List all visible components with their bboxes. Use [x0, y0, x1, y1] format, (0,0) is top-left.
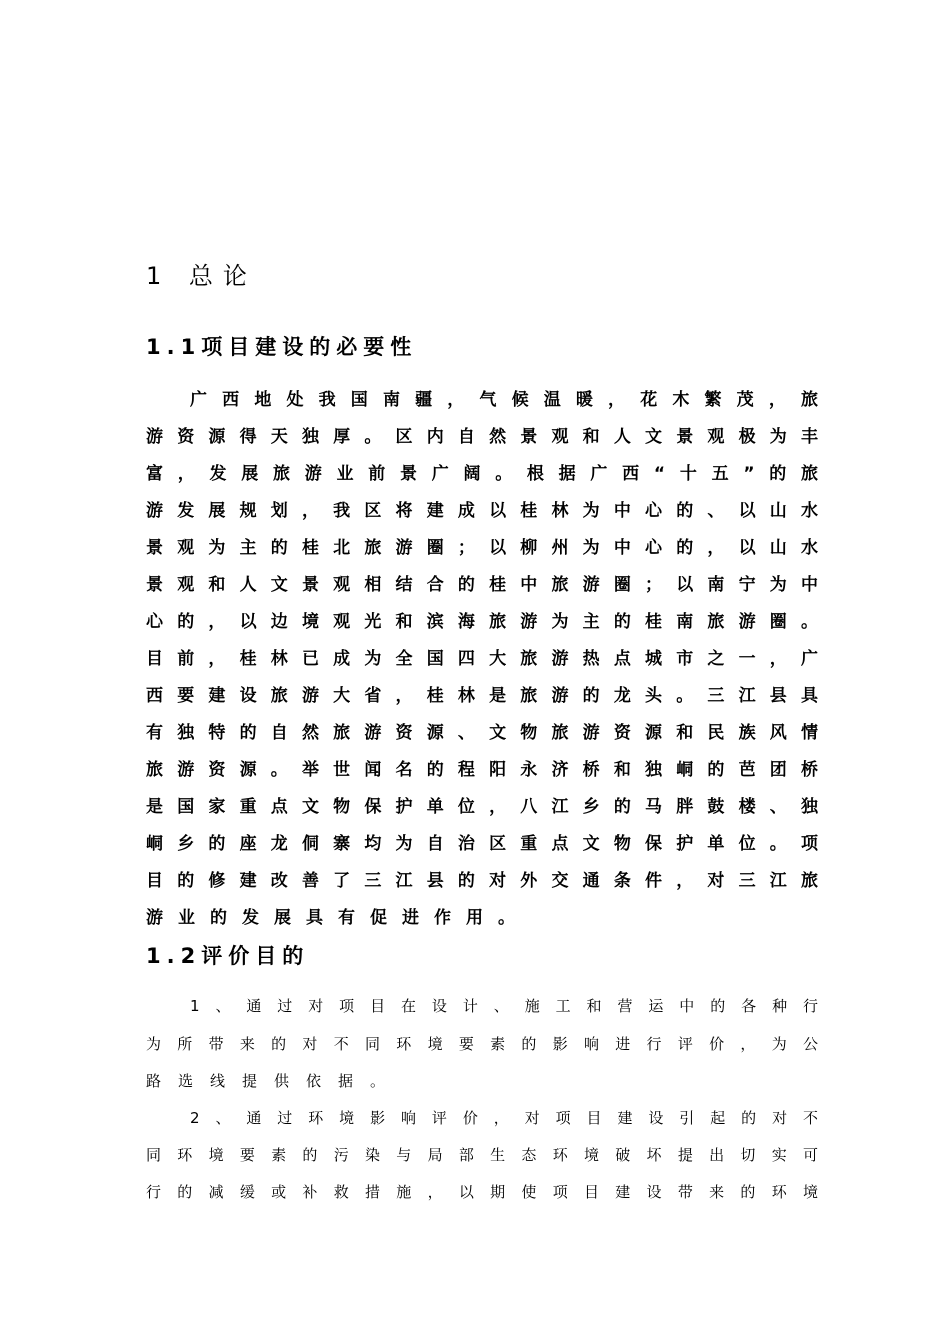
paragraph-line: 富，发展旅游业前景广阔。根据广西“十五”的旅	[146, 464, 818, 484]
paragraph-line: 心的，以边境观光和滨海旅游为主的桂南旅游圈。	[146, 612, 818, 632]
paragraph-line: 同环境要素的污染与局部生态环境破坏提出切实可	[146, 1146, 818, 1164]
paragraph-line: 游业的发展具有促进作用。	[146, 908, 530, 928]
paragraph-line: 游资源得天独厚。区内自然景观和人文景观极为丰	[146, 427, 818, 447]
paragraph-line: 行的减缓或补救措施，以期使项目建设带来的环境	[146, 1183, 818, 1201]
paragraph-line: 为所带来的对不同环境要素的影响进行评价，为公	[146, 1035, 818, 1053]
section-heading-purpose: 1.2评价目的	[146, 944, 310, 968]
section-heading-necessity: 1.1项目建设的必要性	[146, 335, 418, 359]
paragraph-line: 广西地处我国南疆，气候温暖，花木繁茂，旅	[190, 390, 818, 410]
paragraph-line: 有独特的自然旅游资源、文物旅游资源和民族风情	[146, 723, 818, 743]
paragraph-line: 2、通过环境影响评价，对项目建设引起的对不	[190, 1109, 818, 1127]
paragraph-line: 是国家重点文物保护单位，八江乡的马胖鼓楼、独	[146, 797, 818, 817]
paragraph-line: 1、通过对项目在设计、施工和营运中的各种行	[190, 997, 818, 1015]
paragraph-line: 景观和人文景观相结合的桂中旅游圈；以南宁为中	[146, 575, 818, 595]
paragraph-line: 路选线提供依据。	[146, 1072, 403, 1090]
paragraph-line: 游发展规划，我区将建成以桂林为中心的、以山水	[146, 501, 818, 521]
paragraph-line: 旅游资源。举世闻名的程阳永济桥和独峒的芭团桥	[146, 760, 818, 780]
paragraph-line: 目前，桂林已成为全国四大旅游热点城市之一，广	[146, 649, 818, 669]
paragraph-line: 峒乡的座龙侗寨均为自治区重点文物保护单位。项	[146, 834, 818, 854]
chapter-title: 1 总论	[146, 262, 257, 290]
paragraph-line: 目的修建改善了三江县的对外交通条件，对三江旅	[146, 871, 818, 891]
paragraph-line: 西要建设旅游大省，桂林是旅游的龙头。三江县具	[146, 686, 818, 706]
paragraph-line: 景观为主的桂北旅游圈；以柳州为中心的，以山水	[146, 538, 818, 558]
